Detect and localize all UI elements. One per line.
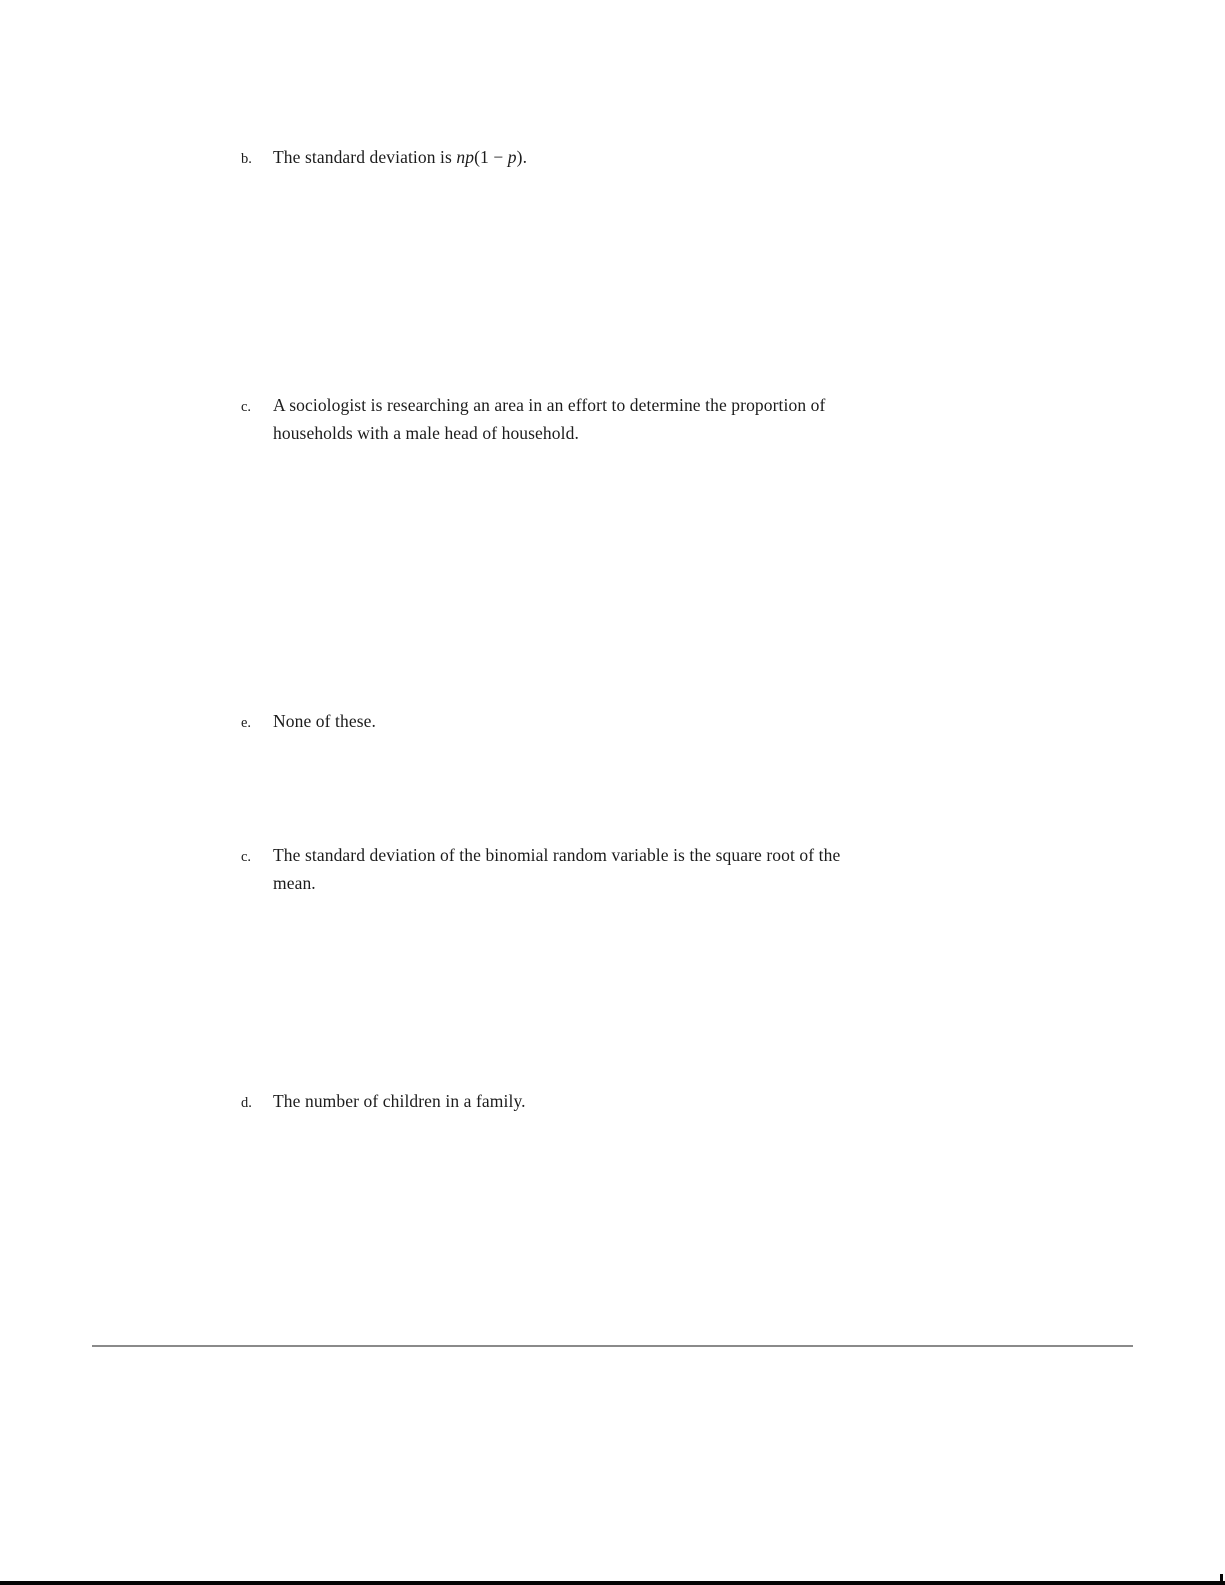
- option-c1-text: [273, 391, 825, 447]
- option-item-c-binomial: [241, 841, 840, 897]
- option-e-text: None of these.: [273, 711, 376, 731]
- option-c1-line1: A sociologist is researching an area in an effort to determine the proportion of: [273, 395, 826, 415]
- option-b-text: [273, 143, 527, 171]
- option-e-letter: e.: [241, 715, 252, 731]
- option-b-var-np: np: [456, 147, 475, 167]
- option-item-d: [241, 1087, 526, 1117]
- option-item-e: [241, 707, 376, 737]
- page-bottom-border: [0, 1581, 1225, 1585]
- option-b-seg5: ).: [516, 147, 528, 167]
- option-b-seg3: (1 −: [474, 147, 508, 167]
- option-c2-line2: mean.: [273, 873, 316, 893]
- option-b-var-p: p: [507, 147, 517, 167]
- page-bottom-right-tick: [1220, 1574, 1223, 1582]
- option-item-b: [241, 143, 527, 173]
- option-b-seg1: The standard deviation is: [273, 147, 457, 167]
- option-b-letter: b.: [241, 151, 252, 167]
- option-c2-line1: The standard deviation of the binomial random variable is the square root of the: [273, 845, 841, 865]
- option-c2-letter: c.: [241, 849, 252, 865]
- option-c1-letter: c.: [241, 399, 252, 415]
- option-c2-text: [273, 841, 840, 897]
- option-d-text: The number of children in a family.: [273, 1091, 526, 1111]
- option-d-letter: d.: [241, 1095, 252, 1111]
- option-item-c-sociologist: [241, 391, 825, 447]
- option-c1-line2: households with a male head of household.: [273, 423, 579, 443]
- section-divider-rule: [92, 1345, 1133, 1347]
